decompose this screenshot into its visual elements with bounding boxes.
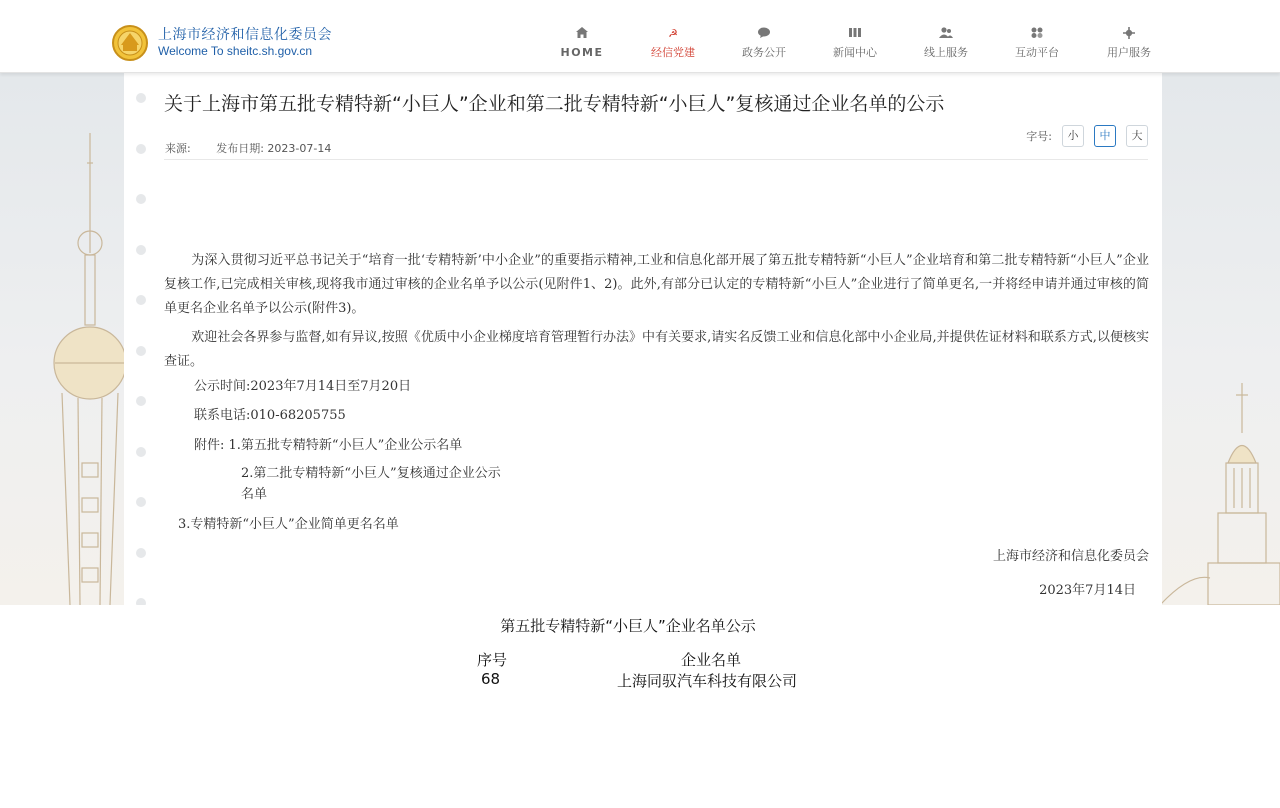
interact-icon [1002,27,1072,41]
nav-label: 政务公开 [742,46,786,59]
dot [136,447,146,457]
font-size-control [1026,125,1148,147]
article-body [164,249,1149,379]
attachment-link-3[interactable] [178,513,399,532]
dot [136,194,146,204]
issue-date: 2023年7月14日 [1039,583,1136,598]
nav-item-interaction[interactable] [1002,27,1072,59]
home-icon [547,27,617,41]
column-header-company: 企业名单 [681,651,742,669]
nav-item-online-service[interactable] [911,27,981,59]
font-size-large-button[interactable]: 大 [1126,125,1148,147]
row-company-cell: 上海同驭汽车科技有限公司 [617,672,798,690]
nav-item-user-service[interactable] [1094,27,1164,59]
nav-label: 新闻中心 [833,46,877,59]
body-paragraph-1: 为深入贯彻习近平总书记关于“培育一批‘专精特新’中小企业”的重要指示精神,工业和信息化部开展了第五批专精特新“小巨人”企业培育和第二批专精特新“小巨人”企业复核工作,已完成相关审核,现将我市通过审核的企业名单予以公示(见附件1、2)。此外,有部分已认定的专精特新“小巨人”企业进行了简单更名,一并将经申请并通过审核的简单更名企业名单予以公示(附件3)。 [164,253,1149,316]
attachment-link-1[interactable]: 1.第五批专精特新“小巨人”企业公示名单 [228,438,463,453]
site-name-cn: 上海市经济和信息化委员会 [158,27,332,43]
publicity-period: 公示时间:2023年7月14日至7月20日 [194,379,412,394]
decorative-dots [136,93,146,605]
nav-item-gov-affairs[interactable] [729,27,799,59]
nav-item-home[interactable] [547,27,617,59]
nav-item-party-building[interactable] [638,27,708,59]
article-meta [165,140,353,156]
font-size-small-button[interactable]: 小 [1062,125,1084,147]
chat-bubble-icon [729,27,799,41]
dot [136,548,146,558]
nav-label: 线上服务 [924,46,968,59]
oriental-pearl-tower-illustration [40,133,130,605]
users-icon [911,27,981,41]
attachments-row [194,434,462,453]
article-title: 关于上海市第五批专精特新“小巨人”企业和第二批专精特新“小巨人”复核通过企业名单的公示 [164,93,945,115]
dot [136,598,146,605]
clock-tower-illustration [1160,373,1280,605]
publish-date: 发布日期: 2023-07-14 [216,142,332,155]
source-label: 来源: [165,142,191,155]
gear-icon [1094,27,1164,41]
nav-label: HOME [560,46,604,59]
attachment-preview-title: 第五批专精特新“小巨人”企业名单公示 [500,617,756,635]
row-index-cell: 68 [481,670,501,688]
attachment-2-line-2: 名单 [241,487,268,502]
body-paragraph-2: 欢迎社会各界参与监督,如有异议,按照《优质中小企业梯度培育管理暂行办法》中有关要求,请实名反馈工业和信息化部中小企业局,并提供佐证材料和联系方式,以便核实查证。 [164,330,1149,369]
divider [164,159,1148,160]
dot [136,295,146,305]
nav-label: 经信党建 [651,46,695,59]
dot [136,245,146,255]
contact-phone: 联系电话:010-68205755 [194,408,346,423]
dot [136,497,146,507]
nav-label: 用户服务 [1107,46,1151,59]
hammer-sickle-icon: ☭ [668,27,678,40]
dot [136,144,146,154]
font-size-label: 字号: [1026,130,1052,143]
dot [136,346,146,356]
site-header [0,0,1280,73]
site-name-en: Welcome To sheitc.sh.gov.cn [158,44,313,58]
attachments-label: 附件: [194,438,225,453]
dot [136,93,146,103]
font-size-medium-button[interactable]: 中 [1094,125,1116,147]
attachment-3-text[interactable]: 3.专精特新“小巨人”企业简单更名名单 [178,517,399,532]
issuer-signature: 上海市经济和信息化委员会 [992,549,1149,564]
dot [136,396,146,406]
column-header-index: 序号 [477,651,508,669]
nav-item-news[interactable] [820,27,890,59]
article-card [124,73,1162,605]
news-icon [820,27,890,41]
attachment-link-2[interactable] [241,463,501,505]
site-name[interactable] [158,27,332,59]
site-logo-icon[interactable] [110,23,150,61]
nav-label: 互动平台 [1015,46,1059,59]
attachment-2-line-1: 2.第二批专精特新“小巨人”复核通过企业公示 [241,466,501,481]
